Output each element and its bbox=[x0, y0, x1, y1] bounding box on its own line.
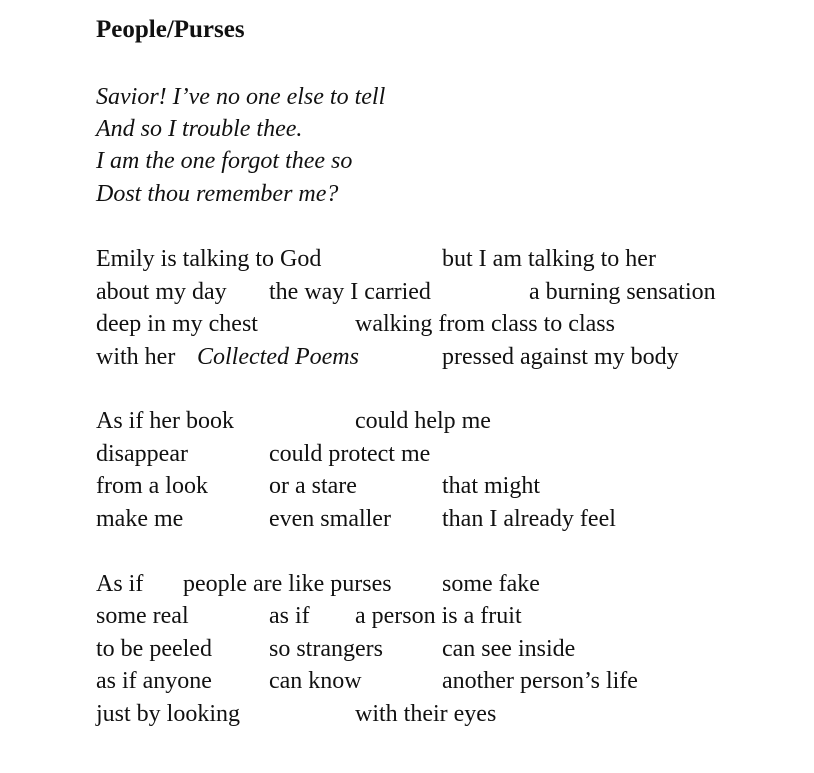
poem-line bbox=[0, 243, 814, 275]
line-segment: from a look bbox=[96, 473, 208, 499]
line-segment: or a stare bbox=[269, 473, 357, 499]
line-segment: As if her book bbox=[96, 408, 234, 434]
line-segment: the way I carried bbox=[269, 279, 431, 305]
poem-line bbox=[0, 698, 814, 730]
poem-line bbox=[0, 341, 814, 373]
line-segment: with their eyes bbox=[355, 701, 497, 727]
line-segment: just by looking bbox=[96, 701, 241, 727]
line-segment: even smaller bbox=[269, 506, 391, 532]
poem-line bbox=[0, 405, 814, 437]
line-segment: pressed against my body bbox=[442, 344, 679, 370]
poem-line bbox=[0, 600, 814, 632]
line-segment: walking from class to class bbox=[355, 311, 615, 337]
poem-line bbox=[0, 568, 814, 600]
poem-line bbox=[0, 633, 814, 665]
line-segment: that might bbox=[442, 473, 540, 499]
line-segment: but I am talking to her bbox=[442, 246, 656, 272]
line-segment: some real bbox=[96, 603, 189, 629]
line-segment: than I already feel bbox=[442, 506, 616, 532]
line-segment: some fake bbox=[442, 571, 540, 597]
poem-line bbox=[0, 503, 814, 535]
line-segment: make me bbox=[96, 506, 184, 532]
line-segment: deep in my chest bbox=[96, 311, 258, 337]
poem-line bbox=[0, 438, 814, 470]
line-segment: a burning sensation bbox=[529, 279, 716, 305]
poem-line bbox=[0, 308, 814, 340]
line-segment: with her bbox=[96, 344, 176, 370]
line-segment: people are like purses bbox=[183, 571, 392, 597]
line-segment: so strangers bbox=[269, 636, 383, 662]
epigraph-line: I am the one forgot thee so bbox=[96, 148, 353, 174]
line-segment: as if anyone bbox=[96, 668, 212, 694]
poem-title: People/Purses bbox=[96, 16, 245, 43]
epigraph-line: Dost thou remember me? bbox=[96, 181, 339, 207]
poem-line bbox=[0, 665, 814, 697]
line-segment: a person is a fruit bbox=[355, 603, 522, 629]
line-segment: disappear bbox=[96, 441, 188, 467]
poem-line bbox=[0, 276, 814, 308]
line-segment: could protect me bbox=[269, 441, 431, 467]
book-title: Collected Poems bbox=[197, 344, 359, 370]
poem-line bbox=[0, 470, 814, 502]
line-segment: about my day bbox=[96, 279, 227, 305]
line-segment: can see inside bbox=[442, 636, 576, 662]
line-segment: Emily is talking to God bbox=[96, 246, 322, 272]
line-segment: can know bbox=[269, 668, 362, 694]
line-segment: another person’s life bbox=[442, 668, 638, 694]
line-segment: could help me bbox=[355, 408, 491, 434]
line-segment: to be peeled bbox=[96, 636, 212, 662]
epigraph-line: Savior! I’ve no one else to tell bbox=[96, 84, 386, 110]
epigraph-line: And so I trouble thee. bbox=[96, 116, 303, 142]
line-segment: as if bbox=[269, 603, 310, 629]
line-segment: As if bbox=[96, 571, 144, 597]
